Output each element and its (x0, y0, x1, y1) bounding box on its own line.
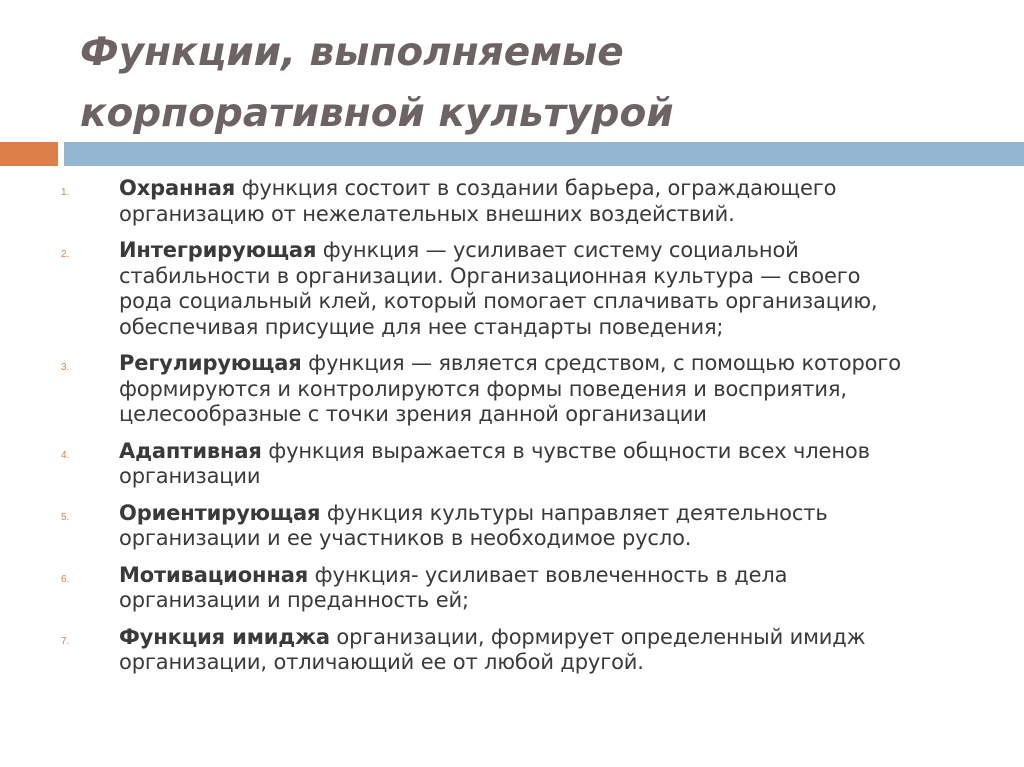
list-item-number: 4. (61, 449, 70, 461)
list-item-line: функция культуры направляет деятельность (320, 500, 828, 525)
list-item-number: 1. (61, 187, 70, 198)
list-item-text (119, 563, 999, 614)
list-item (0, 351, 1024, 428)
list-item-number: 7. (61, 635, 70, 647)
accent-bar-orange (0, 142, 58, 166)
list-item-text (119, 351, 999, 428)
list-item-term: Интегрирующая (119, 238, 317, 262)
title-line-2: корпоративной культурой (80, 91, 674, 136)
list-item-term: Функция имиджа (119, 624, 330, 649)
list-item-line: рода социальный клей, который помогает сплачивать организацию, (119, 289, 878, 313)
list-item (0, 563, 1024, 614)
title-line-1: Функции, выполняемые (80, 30, 624, 75)
list-item-number: 3. (61, 362, 70, 373)
list-item-line: организации и преданность ей; (119, 588, 469, 612)
functions-list (0, 176, 1024, 687)
list-item-line: организации и ее участников в необходимое русло. (119, 526, 692, 550)
list-item-line: функция состоит в создании барьера, ограждающего (235, 176, 837, 200)
list-item-line: формируются и контролируются формы поведения и восприятия, (119, 376, 847, 401)
list-item-term: Регулирующая (119, 351, 302, 375)
list-item-line: целесообразные с точки зрения данной организации (119, 402, 707, 426)
list-item-number: 5. (61, 511, 70, 523)
list-item-text (119, 439, 999, 490)
list-item-line: организации, отличающий ее от любой другой. (119, 650, 644, 674)
list-item-text (119, 501, 999, 552)
list-item (0, 238, 1024, 340)
list-item-text (119, 176, 999, 227)
list-item-term: Мотивационная (119, 562, 309, 587)
slide-title (80, 22, 980, 144)
list-item-line: функция — усиливает систему социальной (316, 238, 799, 262)
list-item-term: Охранная (119, 176, 236, 200)
list-item-line: обеспечивая присущие для нее стандарты поведения; (119, 314, 724, 339)
list-item-number: 6. (61, 573, 70, 585)
list-item (0, 625, 1024, 676)
list-item-term: Ориентирующая (119, 500, 321, 525)
accent-bar-blue (64, 142, 1024, 166)
list-item-line: организации (119, 464, 261, 488)
list-item (0, 176, 1024, 227)
list-item-text (119, 625, 999, 676)
list-item-term: Адаптивная (119, 438, 262, 463)
list-item-line: организацию от нежелательных внешних воздействий. (119, 201, 735, 226)
list-item-line: стабильности в организации. Организационная культура — своего (119, 263, 861, 288)
list-item-line: функция выражается в чувстве общности всех членов (261, 438, 870, 463)
list-item-number: 2. (61, 249, 70, 260)
list-item (0, 501, 1024, 552)
list-item-line: организации, формирует определенный имидж (329, 624, 866, 649)
list-item-line: функция — является средством, с помощью которого (301, 351, 901, 375)
list-item-line: функция- усиливает вовлеченность в дела (308, 562, 788, 587)
list-item-text (119, 238, 999, 340)
list-item (0, 439, 1024, 490)
